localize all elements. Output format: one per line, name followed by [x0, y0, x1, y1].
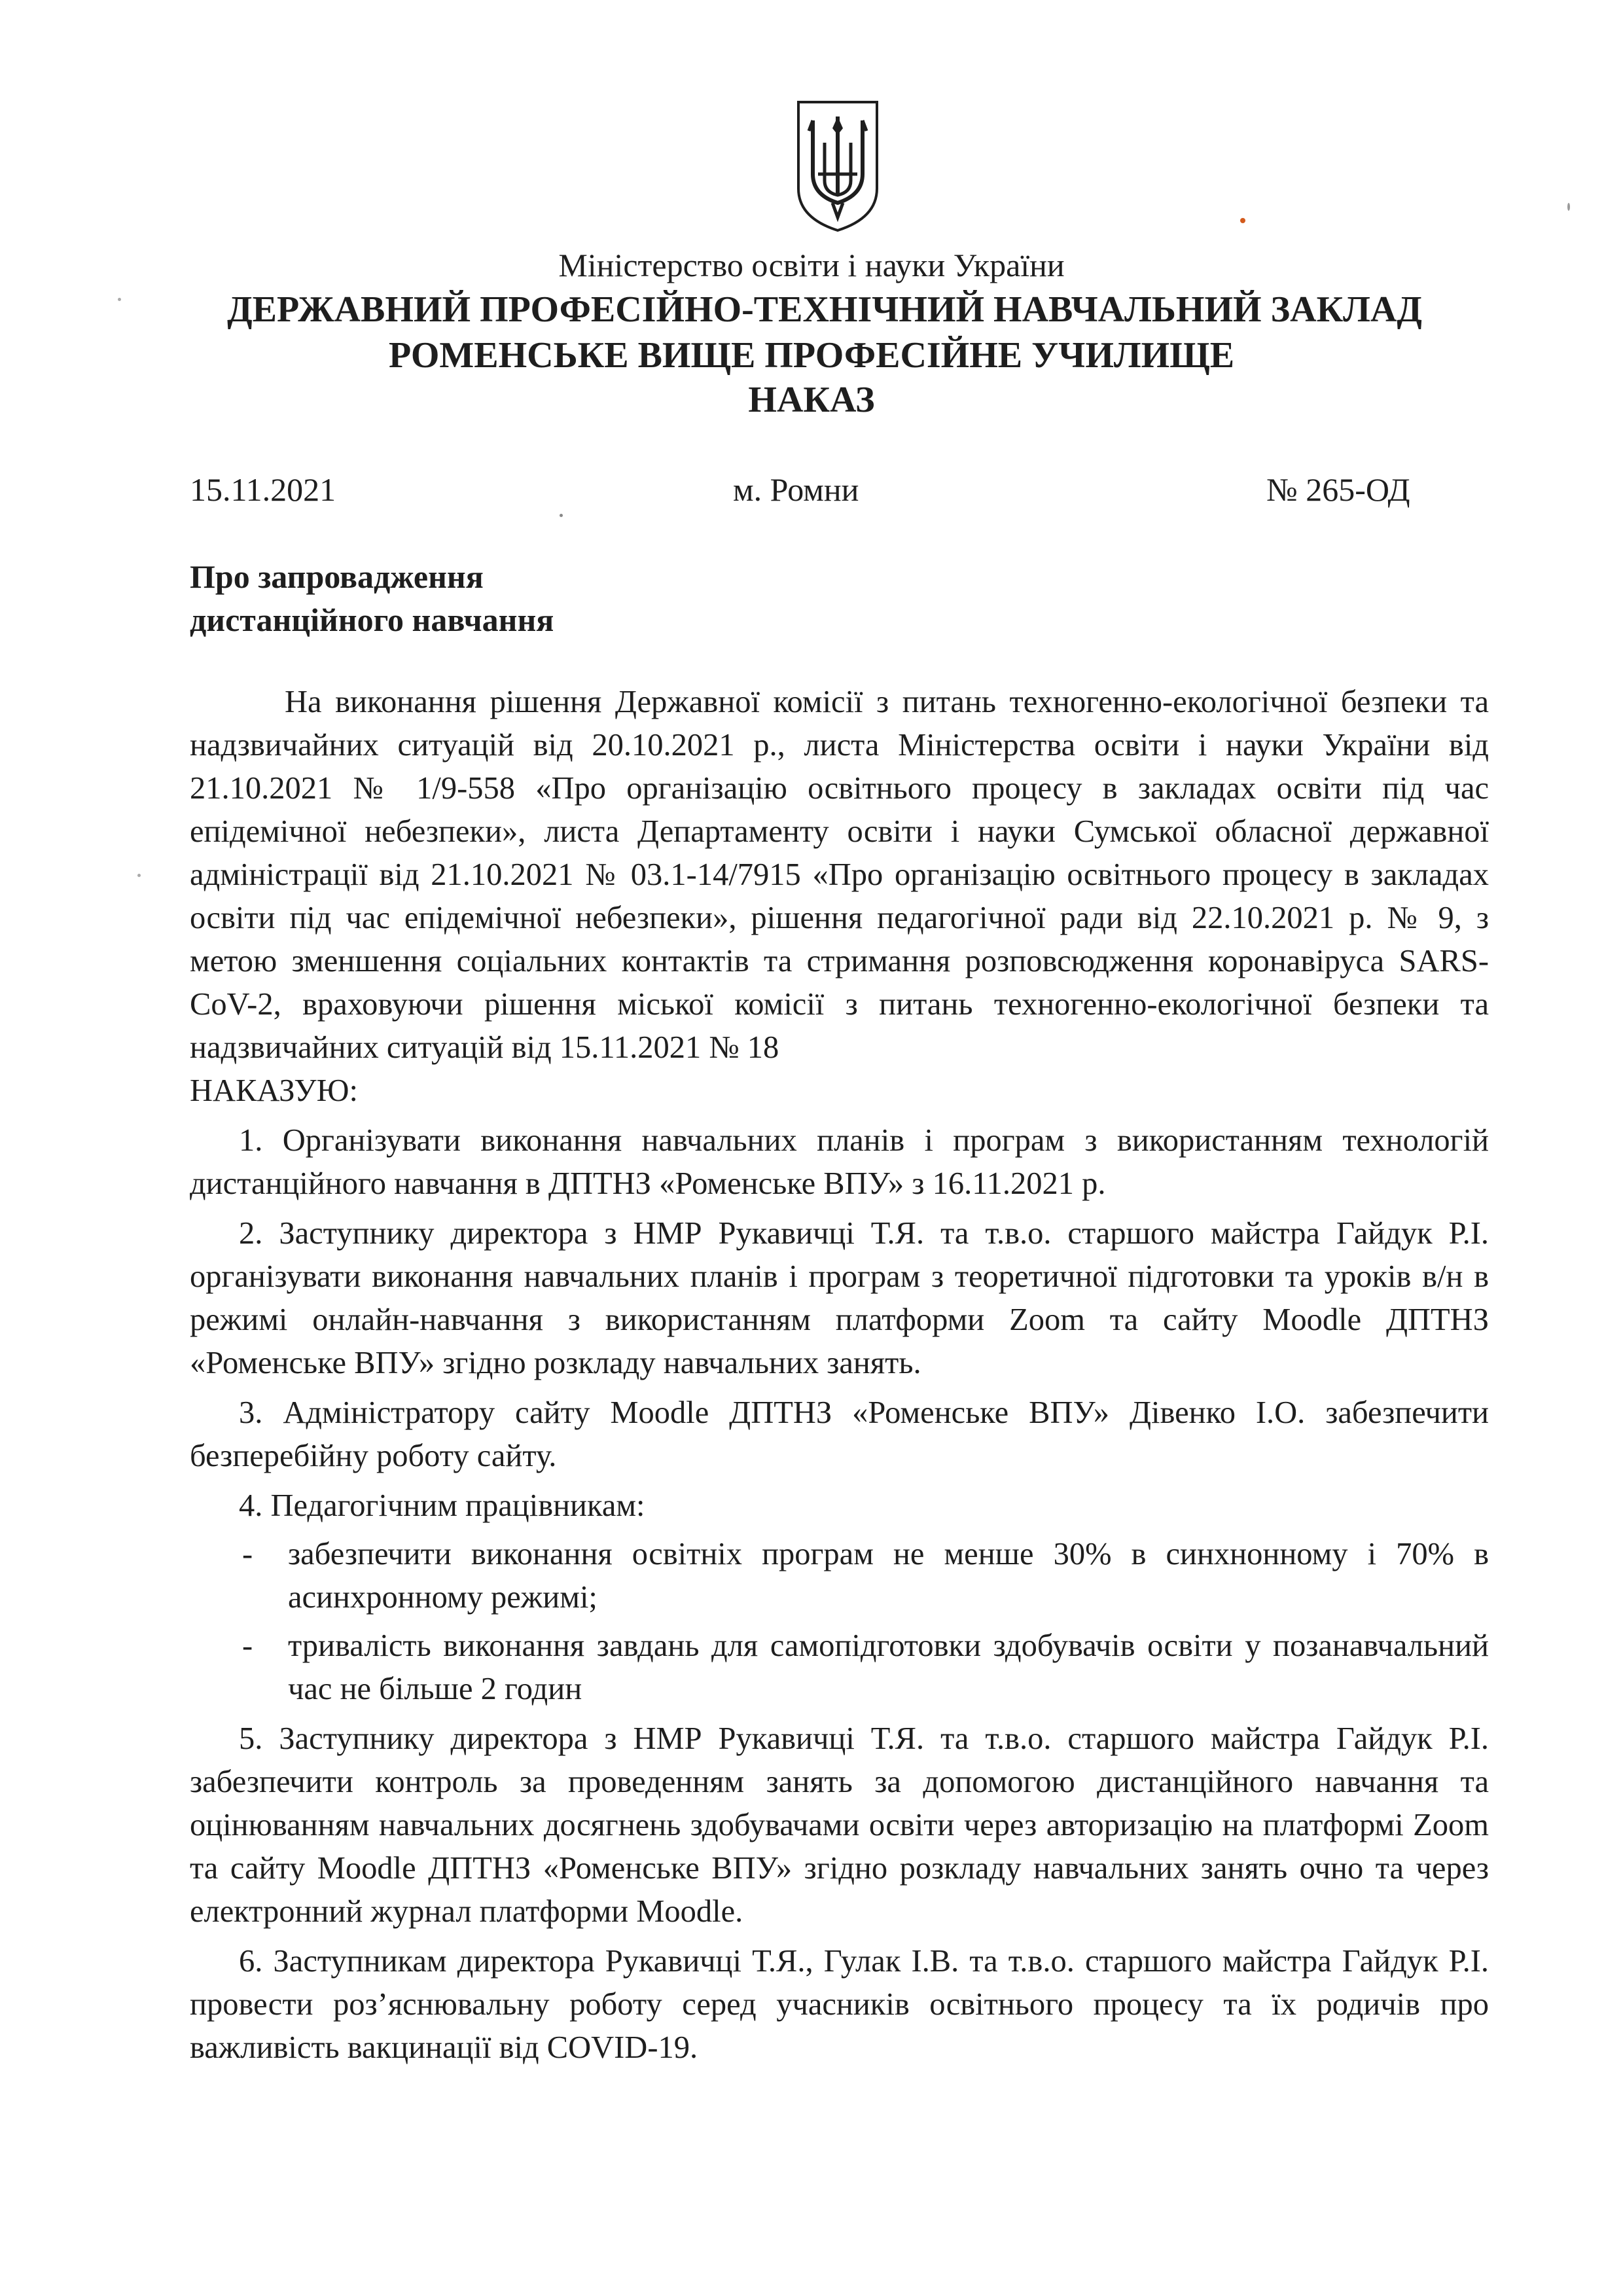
dash-marker: - [242, 1537, 253, 1571]
scan-speck [560, 514, 563, 517]
order-subitem-1 [190, 1533, 1489, 1619]
order-items-list [190, 1119, 1489, 2070]
item-text: Педагогічним працівникам: [270, 1488, 645, 1523]
subject-line1: Про запровадження [190, 558, 484, 595]
scan-speck [1240, 218, 1245, 223]
order-city: м. Ромни [733, 471, 859, 508]
item-text: Адміністратору сайту Moodle ДПТНЗ «Роменське ВПУ» Дівенко І.О. забезпечити безперебійну роботу сайту. [190, 1395, 1489, 1473]
order-item-6 [190, 1940, 1489, 2070]
order-subject [190, 555, 554, 641]
item-number: 5. [239, 1721, 263, 1756]
subitem-text: тривалість виконання завдань для самопідготовки здобувачів освіти у позанавчальний час не більше 2 годин [288, 1628, 1489, 1706]
order-item-2 [190, 1212, 1489, 1385]
order-item-5 [190, 1717, 1489, 1933]
item-number: 1. [239, 1123, 263, 1158]
preamble-paragraph: На виконання рішення Державної комісії з питань техногенно-екологічної безпеки та надзвичайних ситуацій від 20.10.2021 р., листа Міністерства освіти і науки України від 21.10.2021 № 1/9-558 «Про організацію освітнього процесу в закладах освіти під час епідемічної небезпеки», листа Департаменту освіти і науки Сумської обласної державної адміністрації від 21.10.2021 № 03.1-14/7915 «Про організацію освітнього процесу в закладах освіти під час епідемічної небезпеки», рішення педагогічної ради від 22.10.2021 р. № 9, з метою зменшення соціальних контактів та стримання розповсюдження коронавіруса SARS-CoV-2, враховуючи рішення міської комісії з питань техногенно-екологічної безпеки та надзвичайних ситуацій від 15.11.2021 № 18 [190, 685, 1489, 1065]
order-body [190, 681, 1489, 2070]
item-text: Заступникам директора Рукавичці Т.Я., Гулак І.В. та т.в.о. старшого майстра Гайдук Р.І. провести роз’яснювальну роботу серед учасників освітнього процесу та їх родичів про важливість вакцинації від COVID-19. [190, 1944, 1489, 2065]
item-number: 6. [239, 1944, 263, 1979]
institution-name-line1: ДЕРЖАВНИЙ ПРОФЕСІЙНО-ТЕХНІЧНИЙ НАВЧАЛЬНИЙ ЗАКЛАД [227, 289, 1422, 330]
order-date: 15.11.2021 [190, 471, 336, 508]
scan-speck [137, 874, 141, 877]
item-number: 4. [239, 1488, 263, 1523]
subitem-text: забезпечити виконання освітніх програм не менше 30% в синхнонному і 70% в асинхронному режимі; [288, 1537, 1489, 1615]
item-text: Заступнику директора з НМР Рукавичці Т.Я. та т.в.о. старшого майстра Гайдук Р.І. організувати виконання навчальних планів і програм з теоретичної підготовки та уроків в/н в режимі онлайн-навчання з використанням платформи Zoom та сайту Moodle ДПТНЗ «Роменське ВПУ» згідно розкладу навчальних занять. [190, 1216, 1489, 1380]
order-word: НАКАЗУЮ: [190, 1073, 358, 1108]
order-number: № 265-ОД [1266, 471, 1410, 508]
order-subitems-list [190, 1533, 1489, 1711]
document-type-title: НАКАЗ [748, 380, 875, 420]
order-subitem-2 [190, 1624, 1489, 1711]
institution-name-line2: РОМЕНСЬКЕ ВИЩЕ ПРОФЕСІЙНЕ УЧИЛИЩЕ [388, 335, 1235, 376]
item-text: Організувати виконання навчальних планів і програм з використанням технологій дистанційного навчання в ДПТНЗ «Роменське ВПУ» з 16.11.2021 р. [190, 1123, 1489, 1201]
order-item-4 [190, 1484, 1489, 1711]
order-item-3 [190, 1391, 1489, 1478]
trident-coat-of-arms-icon [792, 97, 883, 234]
item-text: Заступнику директора з НМР Рукавичці Т.Я. та т.в.о. старшого майстра Гайдук Р.І. забезпечити контроль за проведенням занять за допомогою дистанційного навчання та оцінюванням навчальних досягнень здобувачами освіти через авторизацію на платформі Zoom та сайту Moodle ДПТНЗ «Роменське ВПУ» згідно розкладу навчальних занять очно та через електронний журнал платформи Moodle. [190, 1721, 1489, 1929]
item-number: 3. [239, 1395, 263, 1430]
ministry-name: Міністерство освіти і науки України [558, 247, 1065, 283]
subject-line2: дистанційного навчання [190, 601, 554, 638]
item-number: 2. [239, 1216, 263, 1251]
order-item-1 [190, 1119, 1489, 1206]
scan-speck [118, 298, 121, 301]
scan-speck [1567, 203, 1570, 211]
dash-marker: - [242, 1628, 253, 1663]
